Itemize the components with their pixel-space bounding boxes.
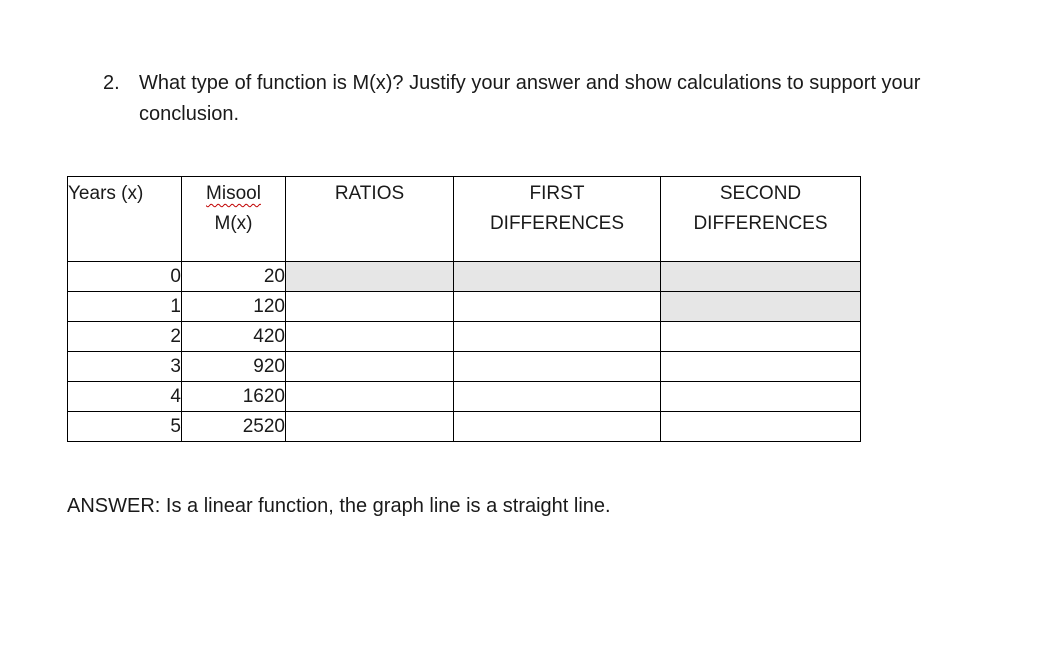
cell-second-difference[interactable] xyxy=(661,352,861,382)
cell-ratio[interactable] xyxy=(286,262,454,292)
header-misool-name: Misool xyxy=(206,183,261,204)
cell-x: 3 xyxy=(68,352,182,382)
cell-second-difference[interactable] xyxy=(661,412,861,442)
header-first-line2: DIFFERENCES xyxy=(489,213,625,234)
cell-m: 420 xyxy=(182,322,286,352)
cell-m: 20 xyxy=(182,262,286,292)
header-misool-function: M(x) xyxy=(214,213,253,234)
cell-m: 1620 xyxy=(182,382,286,412)
cell-x: 1 xyxy=(68,292,182,322)
cell-m: 920 xyxy=(182,352,286,382)
header-ratios-label: RATIOS xyxy=(334,183,405,204)
table-header-row xyxy=(68,177,861,262)
table-row xyxy=(68,262,861,292)
cell-first-difference[interactable] xyxy=(454,262,661,292)
cell-ratio[interactable] xyxy=(286,292,454,322)
cell-first-difference[interactable] xyxy=(454,412,661,442)
cell-second-difference[interactable] xyxy=(661,322,861,352)
cell-first-difference[interactable] xyxy=(454,382,661,412)
header-ratios xyxy=(286,177,454,262)
header-first-line1: FIRST xyxy=(529,183,585,204)
cell-second-difference[interactable] xyxy=(661,262,861,292)
header-years-label: Years (x) xyxy=(68,183,144,204)
cell-ratio[interactable] xyxy=(286,382,454,412)
cell-m: 2520 xyxy=(182,412,286,442)
question xyxy=(103,68,983,130)
header-second-line1: SECOND xyxy=(719,183,802,204)
header-first-differences xyxy=(454,177,661,262)
table-row xyxy=(68,292,861,322)
header-misool xyxy=(182,177,286,262)
cell-first-difference[interactable] xyxy=(454,322,661,352)
header-second-differences xyxy=(661,177,861,262)
cell-ratio[interactable] xyxy=(286,412,454,442)
cell-ratio[interactable] xyxy=(286,352,454,382)
table-row xyxy=(68,322,861,352)
table-row xyxy=(68,412,861,442)
cell-second-difference[interactable] xyxy=(661,292,861,322)
table-row xyxy=(68,382,861,412)
table-row xyxy=(68,352,861,382)
question-number: 2. xyxy=(103,72,120,94)
cell-ratio[interactable] xyxy=(286,322,454,352)
cell-x: 2 xyxy=(68,322,182,352)
function-table xyxy=(67,176,861,442)
cell-x: 5 xyxy=(68,412,182,442)
header-years xyxy=(68,177,182,262)
cell-x: 4 xyxy=(68,382,182,412)
question-text: What type of function is M(x)? Justify your answer and show calculations to support your conclusion. xyxy=(139,72,921,125)
cell-m: 120 xyxy=(182,292,286,322)
cell-second-difference[interactable] xyxy=(661,382,861,412)
header-second-line2: DIFFERENCES xyxy=(693,213,828,234)
cell-x: 0 xyxy=(68,262,182,292)
answer-text: ANSWER: Is a linear function, the graph line is a straight line. xyxy=(67,495,611,517)
cell-first-difference[interactable] xyxy=(454,352,661,382)
cell-first-difference[interactable] xyxy=(454,292,661,322)
